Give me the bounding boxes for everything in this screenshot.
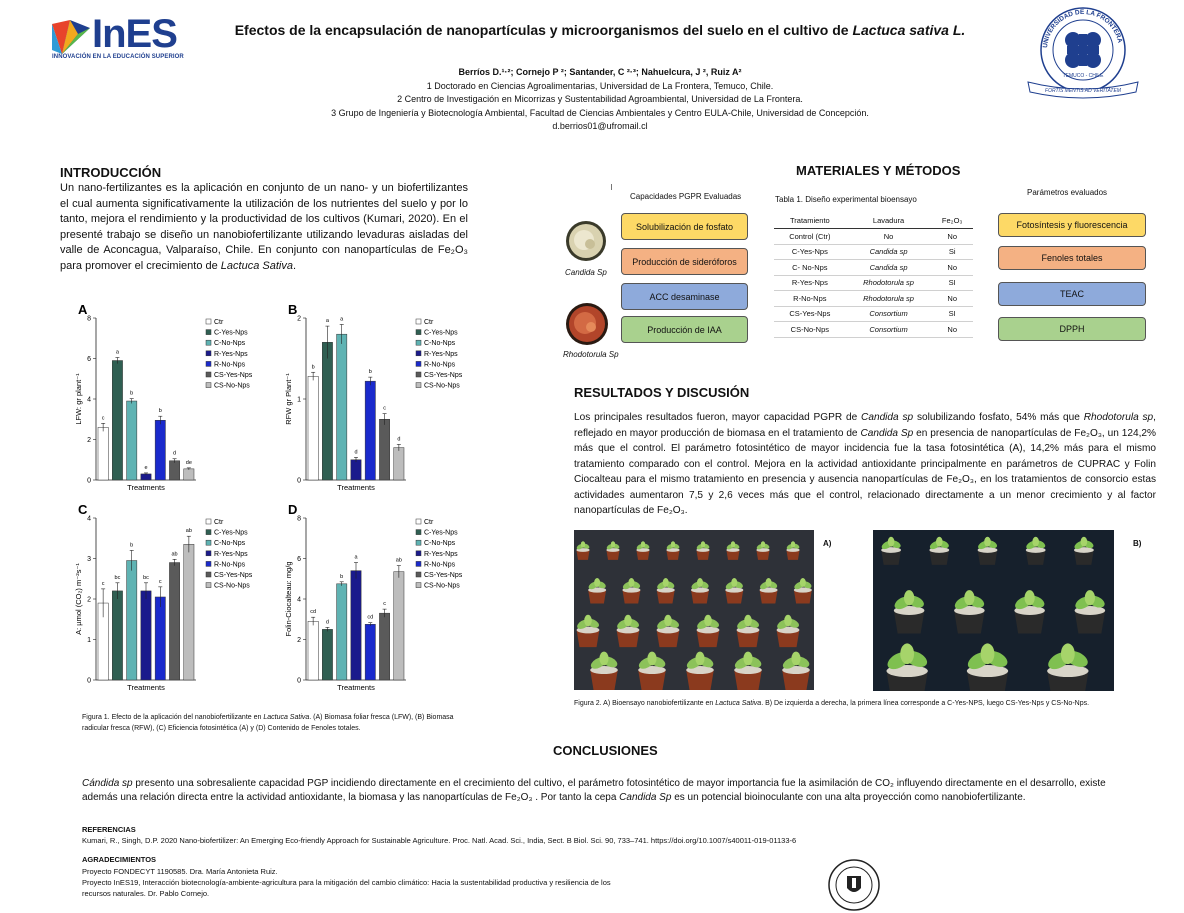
bar	[112, 591, 122, 680]
legend-entry: CS-Yes-Nps	[214, 372, 253, 379]
y-tick-label: 2	[87, 437, 91, 444]
legend-swatch	[206, 351, 211, 356]
legend-swatch	[206, 551, 211, 556]
y-axis-label: LFW: gr plant⁻¹	[74, 373, 83, 425]
bar	[127, 401, 137, 480]
significance-letter: ab	[395, 557, 402, 564]
significance-letter: bc	[143, 574, 149, 581]
bar	[379, 419, 389, 480]
conclusions-heading: CONCLUSIONES	[553, 743, 658, 758]
bar	[155, 597, 165, 680]
y-tick-label: 2	[297, 315, 301, 323]
legend-entry: R-No-Nps	[214, 561, 246, 569]
methods-heading: MATERIALES Y MÉTODOS	[796, 163, 961, 178]
intro-heading: INTRODUCCIÓN	[60, 165, 162, 180]
legend-swatch	[206, 372, 211, 377]
table-cell: No	[931, 229, 973, 245]
legend-swatch	[416, 383, 421, 388]
legend-entry: CS-Yes-Nps	[424, 572, 463, 579]
panel-label: C	[78, 502, 88, 517]
significance-letter: ab	[171, 551, 178, 558]
bar	[322, 629, 332, 680]
y-tick-label: 8	[297, 515, 301, 523]
bar	[184, 469, 194, 480]
legend-entry: R-Yes-Nps	[424, 550, 458, 558]
bar	[169, 461, 179, 480]
table-row	[774, 244, 973, 260]
y-tick-label: 6	[297, 556, 301, 563]
table-cell: No	[931, 322, 973, 338]
legend-entry: Ctr	[214, 319, 224, 326]
legend-swatch	[416, 540, 421, 545]
legend-swatch	[416, 572, 421, 577]
table-row	[774, 291, 973, 307]
acknowledgement-line: Proyecto InES19, Interacción biotecnología-ambiente-agricultura para la mitigación del cambio climático: Hacia la sustentabilidad productiva y resiliencia de los	[82, 878, 611, 887]
ines-logo	[52, 12, 192, 64]
table-cell: No	[931, 260, 973, 276]
legend-entry: C-No-Nps	[214, 340, 246, 348]
conclusions-text: Cándida sp presento una sobresaliente capacidad PGP incidiendo directamente en el crecimiento del cultivo, el parámetro fotosintético de mayor importancia fue la asimilación de CO₂ influyendo directamente en el desarrollo, existe además una relación directa entre la actividad antioxidante, la biomasa y las nanopartículas de Fe₂O₃ . Por tanto la cepa Candida Sp es un potencial bioinoculante con una alta proyección como nanobiofertilizante.	[82, 778, 1106, 803]
table-title: Tabla 1. Diseño experimental bioensayo	[775, 195, 917, 204]
significance-letter: cd	[367, 614, 374, 621]
significance-letter: c	[383, 405, 386, 412]
legend-entry: C-Yes-Nps	[214, 329, 248, 337]
significance-letter: c	[158, 578, 162, 585]
table-header: Lavadura	[846, 213, 932, 229]
figure-1	[72, 302, 482, 702]
table-cell: C- No-Nps	[774, 260, 846, 276]
bar	[379, 613, 389, 680]
bar	[365, 624, 375, 680]
significance-letter: bc	[114, 574, 121, 581]
y-tick-label: 4	[87, 396, 91, 404]
legend-swatch	[416, 372, 421, 377]
table-cell: Si	[931, 244, 973, 260]
legend-entry: Ctr	[424, 519, 434, 526]
table-row	[774, 322, 973, 338]
bar	[337, 334, 347, 480]
legend-entry: R-Yes-Nps	[214, 350, 248, 358]
table-header-row	[774, 213, 973, 229]
legend-swatch	[416, 583, 421, 588]
legend-entry: C-Yes-Nps	[424, 529, 458, 537]
y-tick-label: 3	[87, 556, 91, 563]
legend-entry: R-No-Nps	[214, 361, 246, 369]
legend-swatch	[416, 330, 421, 335]
significance-letter: c	[383, 601, 386, 608]
param-box-teac: TEAC	[998, 282, 1146, 306]
significance-letter: a	[325, 318, 329, 325]
bar	[365, 381, 375, 480]
ufro-seal-emblem	[1018, 4, 1148, 100]
affiliation-3: 3 Grupo de Ingeniería y Biotecnología Ambiental, Facultad de Ciencias Ambientales y Centro EULA-Chile, Universidad de Concepción.	[331, 107, 869, 118]
y-tick-label: 4	[297, 596, 301, 604]
x-axis-label: Treatments	[337, 483, 375, 492]
bar	[184, 544, 194, 680]
references-heading: REFERENCIAS	[82, 825, 136, 834]
table-cell: No	[931, 291, 973, 307]
pgpr-box-iaa: Producción de IAA	[621, 316, 748, 343]
significance-letter: a	[115, 349, 119, 356]
results-text: Los principales resultados fueron, mayor capacidad PGPR de Candida sp solubilizando fosfato, 54% más que Rhodotorula sp, reflejado en mayor producción de biomasa en el tratamiento de Candida Sp en presencia de nanopartículas de Fe₂O₃, un 124,2% más que el control. El parámetro fotosintético de mayor incidencia fue la tasa fotosintética (A), 14,2% más para el mismo tratamiento comparado con el control. Mejora en la actividad antioxidante principalmente en parámetros de CUPRAC y Folin Ciocalteau para el mismo tratamiento en presencia y ausencia nanopartículas de Fe₂O₃, en los tratamientos de consorcio estas actividades aumentaron 7,5 y 2,6 veces más que el control, relacionado directamente a un menor crecimiento y al factor nanopartículas de Fe₂O₃.	[574, 412, 1156, 516]
legend-swatch	[206, 572, 211, 577]
panel-label: A	[78, 302, 88, 317]
y-axis-label: Folin-Ciocalteau: mg/g	[284, 561, 293, 637]
y-tick-label: 8	[87, 315, 91, 323]
significance-letter: ab	[185, 528, 192, 535]
acknowledgements-text	[82, 866, 802, 899]
y-tick-label: 1	[87, 637, 91, 644]
table-cell: R-Yes-Nps	[774, 275, 846, 291]
legend-entry: C-No-Nps	[424, 540, 456, 548]
results-heading: RESULTADOS Y DISCUSIÓN	[574, 385, 750, 400]
table-cell: Control (Ctr)	[774, 229, 846, 245]
y-tick-label: 0	[297, 477, 301, 485]
bar	[351, 460, 361, 480]
acknowledgement-line: Proyecto FONDECYT 1190585. Dra. María Antonieta Ruiz.	[82, 867, 278, 876]
y-tick-label: 2	[87, 596, 91, 604]
legend-swatch	[416, 519, 421, 524]
candida-label: Candida Sp	[565, 268, 607, 277]
legend-swatch	[206, 519, 211, 524]
param-box-dpph: DPPH	[998, 317, 1146, 341]
affiliation-1: 1 Doctorado en Ciencias Agroalimentarias, Universidad de La Frontera, Temuco, Chile.	[426, 80, 774, 91]
pgpr-box-phosphate: Solubilización de fosfato	[621, 213, 748, 240]
intro-text: Un nano-fertilizantes es la aplicación en conjunto de un nano- y un biofertilizantes el cual aumenta significativamente la utilización de los nutrientes del suelo y por lo tanto, mejora el rendimiento y la productividad de los cultivos (Kumari, 2020). En el presenté trabajo se diseño un nanobiofertilizante utilizando levaduras aisladas del valle de Aconcagua, Valparaíso, Chile. En conjunto con nanopartículas de Fe₂O₃ para promover el crecimiento de Lactuca Sativa.	[60, 182, 468, 272]
bar	[394, 572, 404, 680]
y-tick-label: 1	[297, 396, 301, 404]
significance-letter: a	[354, 554, 358, 561]
y-axis-label: A: µmol (CO₂) m⁻²s⁻¹	[74, 563, 83, 635]
table-cell: No	[846, 229, 932, 245]
y-tick-label: 0	[87, 677, 91, 685]
significance-letter: a	[340, 316, 344, 323]
x-axis-label: Treatments	[337, 683, 375, 692]
table-row	[774, 275, 973, 291]
seal-city: TEMUCO - CHILE	[1062, 73, 1104, 79]
table-cell: C-Yes-Nps	[774, 244, 846, 260]
bar	[394, 448, 404, 480]
significance-letter: b	[130, 390, 134, 397]
x-axis-label: Treatments	[127, 683, 165, 692]
y-tick-label: 4	[87, 515, 91, 523]
pgpr-heading: Capacidades PGPR Evaluadas	[630, 192, 742, 201]
rhodotorula-label: Rhodotorula Sp	[563, 350, 619, 359]
y-tick-label: 0	[297, 677, 301, 685]
table-cell: Candida sp	[846, 260, 932, 276]
acknowledgements-heading: AGRADECIMIENTOS	[82, 855, 157, 864]
legend-entry: R-No-Nps	[424, 361, 456, 369]
table-cell: Consortium	[846, 322, 932, 338]
significance-letter: b	[158, 408, 162, 415]
pgpr-box-acc: ACC desaminase	[621, 283, 748, 310]
table-row	[774, 229, 973, 245]
bioassay-photo-b-image	[873, 530, 1114, 691]
significance-letter: d	[325, 619, 329, 626]
table-row	[774, 306, 973, 322]
legend-entry: CS-No-Nps	[424, 582, 460, 590]
legend-swatch	[416, 561, 421, 566]
bar	[141, 591, 151, 680]
seal-motto: FORTIS MENTIS AD VERITATEM	[1045, 88, 1121, 94]
y-tick-label: 6	[87, 356, 91, 363]
y-tick-label: 2	[297, 637, 301, 644]
rhodotorula-petri-dish	[565, 302, 609, 346]
bioassay-photo-a	[574, 530, 814, 690]
contact-email: d.berrios01@ufromail.cl	[552, 121, 648, 131]
bar	[308, 621, 318, 680]
bar	[322, 342, 332, 480]
legend-entry: C-Yes-Nps	[424, 329, 458, 337]
ufro-seal	[1018, 4, 1148, 100]
bar	[308, 376, 318, 480]
legend-swatch	[416, 361, 421, 366]
significance-letter: b	[340, 573, 344, 580]
legend-swatch	[416, 551, 421, 556]
significance-letter: b	[311, 364, 315, 371]
significance-letter: cd	[310, 609, 317, 616]
candida-petri-dish	[565, 220, 607, 262]
legend-swatch	[416, 340, 421, 345]
significance-letter: e	[144, 464, 148, 471]
table-cell: CS-Yes-Nps	[774, 306, 846, 322]
figure-2-caption: Figura 2. A) Bioensayo nanobiofertilizante en Lactuca Sativa. B) De izquierda a derecha, la primera línea corresponde a C-Yes-NPS, luego CS-Yes-Nps y CS-No-Nps.	[574, 700, 1090, 707]
figure-1-charts	[72, 302, 482, 702]
significance-letter: c	[101, 415, 105, 422]
legend-entry: R-No-Nps	[424, 561, 456, 569]
legend-swatch	[416, 319, 421, 324]
experiment-table	[774, 213, 973, 338]
photo-b-label: B)	[1133, 539, 1142, 548]
acknowledgement-line: recursos naturales. Dr. Pablo Cornejo.	[82, 889, 210, 898]
table-row	[774, 260, 973, 276]
bioassay-photo-b	[873, 530, 1114, 691]
table-cell: Consortium	[846, 306, 932, 322]
significance-letter: d	[354, 449, 358, 456]
table-cell: Rhodotorula sp	[846, 275, 932, 291]
table-cell: CS-No-Nps	[774, 322, 846, 338]
bar	[351, 571, 361, 680]
legend-swatch	[206, 319, 211, 324]
significance-letter: d	[397, 436, 401, 443]
legend-swatch	[416, 530, 421, 535]
legend-swatch	[206, 330, 211, 335]
significance-letter: b	[130, 542, 134, 549]
legend-swatch	[206, 530, 211, 535]
bar	[127, 561, 137, 680]
table-cell: Candida sp	[846, 244, 932, 260]
photo-a-label: A)	[823, 539, 832, 548]
authors: Berríos D.¹·²; Cornejo P ²; Santander, C ²·³; Nahuelcura, J ², Ruiz A²	[458, 67, 742, 77]
seal-name: UNIVERSIDAD DE LA FRONTERA	[1042, 8, 1124, 49]
affiliation-2: 2 Centro de Investigación en Micorrizas y Sustentabilidad Agroambiental, Universidad de La Frontera.	[397, 94, 803, 104]
ines-logo-text: InES	[92, 12, 177, 56]
significance-letter: c	[101, 580, 105, 587]
legend-entry: R-Yes-Nps	[214, 550, 248, 558]
legend-swatch	[206, 361, 211, 366]
significance-letter: de	[185, 459, 192, 466]
panel-label: D	[288, 502, 298, 517]
panel-label: B	[288, 302, 298, 317]
legend-entry: CS-No-Nps	[424, 382, 460, 390]
legend-entry: CS-Yes-Nps	[424, 372, 463, 379]
pgpr-box-siderophores: Producción de sideróforos	[621, 248, 748, 275]
legend-swatch	[206, 583, 211, 588]
x-axis-label: Treatments	[127, 483, 165, 492]
bar	[337, 584, 347, 680]
significance-letter: b	[368, 369, 372, 376]
table-cell: R-No-Nps	[774, 291, 846, 307]
legend-swatch	[206, 561, 211, 566]
table-cell: Rhodotorula sp	[846, 291, 932, 307]
legend-swatch	[206, 340, 211, 345]
legend-entry: Ctr	[214, 519, 224, 526]
legend-entry: R-Yes-Nps	[424, 350, 458, 358]
legend-entry: Ctr	[424, 319, 434, 326]
bar	[155, 420, 165, 480]
bar	[112, 361, 122, 480]
legend-swatch	[206, 540, 211, 545]
table-cell: SI	[931, 306, 973, 322]
bioassay-photo-a-image	[574, 530, 814, 690]
significance-letter: d	[173, 450, 177, 457]
authors-block	[200, 66, 1000, 134]
bar	[169, 563, 179, 680]
params-heading: Parámetros evaluados	[1027, 188, 1108, 197]
legend-entry: CS-No-Nps	[214, 582, 250, 590]
table-header: Fe₂O₃	[931, 213, 973, 229]
legend-entry: C-No-Nps	[424, 340, 456, 348]
ines-logo-icon	[52, 20, 90, 54]
table-cell: SI	[931, 275, 973, 291]
y-axis-label: RFW gr Plant⁻¹	[284, 373, 293, 425]
divider	[611, 184, 612, 190]
y-tick-label: 0	[87, 477, 91, 485]
legend-entry: C-Yes-Nps	[214, 529, 248, 537]
legend-entry: CS-No-Nps	[214, 382, 250, 390]
legend-entry: CS-Yes-Nps	[214, 572, 253, 579]
reference-item: Kumari, R., Singh, D.P. 2020 Nano-biofertilizer: An Emerging Eco-friendly Approach for Sustainable Agriculture. Proc. Natl. Acad. Sci., India, Sect. B Biol. Sci. 90, 733–741. https://doi.org/10.1007/s40011-019-01133-6	[82, 836, 797, 845]
institution-seal-bottom	[827, 858, 881, 912]
legend-swatch	[206, 383, 211, 388]
figure-1-caption: Figura 1. Efecto de la aplicación del nanobiofertilizante en Lactuca Sativa. (A) Biomasa foliar fresca (LFW), (B) Biomasa radicular fresca (RFW), (C) Eficiencia fotosintética (A) y (D) Contenido de Fenoles totales.	[82, 714, 454, 732]
bar	[98, 427, 108, 480]
param-box-photosynthesis: Fotosíntesis y fluorescencia	[998, 213, 1146, 237]
param-box-phenols: Fenoles totales	[998, 246, 1146, 270]
poster-title: Efectos de la encapsulación de nanopartículas y microorganismos del suelo en el cultivo de Lactuca sativa L.	[234, 22, 966, 38]
table-header: Tratamiento	[774, 213, 846, 229]
legend-entry: C-No-Nps	[214, 540, 246, 548]
ines-logo-subtitle: INNOVACIÓN EN LA EDUCACIÓN SUPERIOR	[52, 54, 184, 60]
legend-swatch	[416, 351, 421, 356]
